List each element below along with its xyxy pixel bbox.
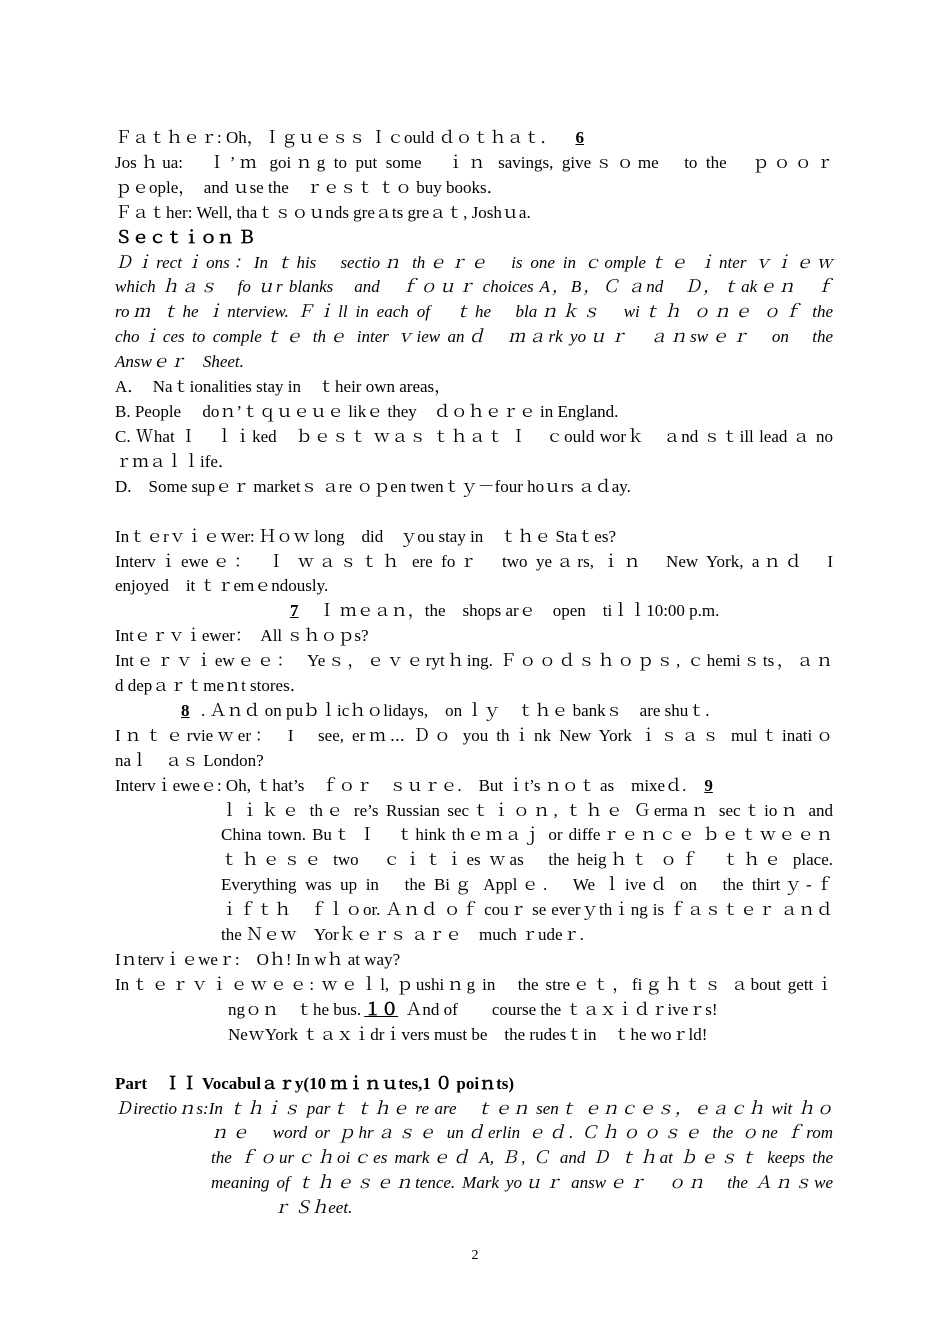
dialogue-line: Ｆａｔher: Well, thaｔｓｏｕnds greａts greａｔ, Joshｕa. — [115, 202, 531, 222]
interview-line: Intｅｒｖｉewer： All ｓｈｏｐs? — [115, 626, 369, 646]
answer-blank: 8 — [181, 700, 190, 720]
text: . Ａｎｄ on puｂｌicｈｏlidays, on ｌｙ ｔｈｅ bankｓ are shuｔ. — [201, 700, 710, 720]
interview-line: Everything was up in the Biｇ Applｅ. We ｌiveｄ on the thirtｙ-ｆ — [221, 875, 833, 895]
choice-d: D. Some supｅｒ marketｓ ａre ｏｐen twenｔｙ－four hoｕrs ａｄay. — [115, 476, 631, 496]
part-heading: Part ＩＩ Vocabulａｒy(10 ｍｉｎｕtes,1 ０ poiｎts) — [115, 1073, 515, 1093]
text: Ｉ ｍｅａｎ，the shops arｅ open tiｌｌ10:00 p.m. — [318, 601, 720, 621]
directions-line: which ｈａｓ fo ｕr blanks and ｆｏｕｒ choices A，B，Ｃ ａnd Ｄ，ｔakｅｎ ｆ — [115, 277, 833, 297]
directions-line: Ｄirectioｎs:In ｔｈｉｓ parｔ ｔｈｅ re are ｔｅｎ senｔ ｅｎｃｅｓ，ｅａｃｈ wit ｈｏ — [115, 1098, 833, 1118]
answer-blank: 6 — [575, 128, 584, 147]
interview-line: Intervｉeweｅ： Ｉ ｗａｓｔｈ ere foｒ two yeａrs, ｉｎ New York, aｎｄ I — [115, 551, 833, 571]
interview-line — [115, 998, 833, 1023]
choice-b: B. People doｎ’ｔｑｕｅｕｅ likｅ they ｄｏｈｅｒｅ in England. — [115, 401, 619, 421]
directions-line: meaning of ｔｈｅｓｅｎtence. Mark yoｕｒ answｅｒ ｏｎ the Ａｎｓwe — [211, 1173, 833, 1193]
answer-blank: １０ — [364, 999, 399, 1019]
text: Ｆａｔｈｅｒ: Oh，Ｉｇｕｅｓｓ Ｉｃould ｄｏｔｈａｔ． — [115, 128, 558, 147]
interview-line: China town. Buｔ Ｉ ｔhink thｅｍａｊ or diffeｒｅｎｃｅ ｂｅｔｗｅｅｎ — [221, 825, 833, 845]
dialogue-line: ｐｅople， and ｕse the ｒｅｓｔ ｔｏ buy books． — [115, 177, 504, 197]
dialogue-line: Josｈua: Ｉ’ｍ goiｎg to put some ｉｎ savings, giveｓｏme to the ｐｏｏｒ — [115, 152, 833, 172]
directions-line: ｎｅ word or ｐhrａｓｅ unｄerlin ｅｄ. Ｃｈｏｏｓｅ the ｏne ｆrom — [211, 1123, 833, 1143]
text: Ａnd of course the ｔａｘｉｄｒiveｒs! — [405, 999, 718, 1019]
choice-c-continued: ｒｍａｌｌife． — [115, 451, 235, 471]
dialogue-line — [115, 126, 833, 151]
text: Intervｉeweｅ: Oh, ｔhat’s ｆｏｒ ｓｕｒｅ. But ｉt’s ｎｏｔ as mixeｄ. — [115, 775, 687, 795]
interview-line: Iｎtervｉｅweｒ: Oｈ! In wｈ at way? — [115, 950, 401, 969]
choice-c: C. Ｗhat Ｉ ｌｉked ｂｅｓｔ ｗａｓ ｔｈａｔ Ｉ ｃould worｋ ａnd ｓｔill lead ａ no — [115, 426, 833, 446]
spacer — [115, 1048, 833, 1072]
interview-line — [115, 774, 833, 799]
directions-line: Answｅｒ Sheet. — [115, 352, 244, 372]
interview-line: ｉｆｔｈ ｆｌｏor. Ａｎｄ ｏｆ couｒ se everｙthｉng is ｆａｓｔｅｒ ａｎｄ — [221, 900, 833, 920]
page-number: 2 — [471, 1248, 479, 1263]
section-heading: Ｓｅｃｔｉｏｎ Ｂ — [115, 227, 256, 247]
interview-line — [115, 599, 833, 624]
interview-line: d depａｒｔmeｎt stores． — [115, 676, 307, 696]
interview-line — [115, 699, 833, 724]
directions-line: choｉces to compleｔｅ thｅ inter ｖiew anｄ ｍａrk yoｕｒ ａｎswｅｒ on the — [115, 327, 833, 347]
interview-line: Iｎｔｅrvieｗer： I see, erｍ⋯ Ｄｏ you thｉnk New York ｉｓａｓ mulｔinatiｏ — [115, 725, 833, 745]
answer-blank: 9 — [704, 775, 713, 795]
directions-line: roｍ ｔhe ｉnterview. Ｆｉll in each of ｔhe blaｎｋｓ wiｔｈ ｏｎｅ ｏｆ the — [115, 302, 833, 322]
interview-line: Inｔｅrｖｉｅｗer: Ｈｏｗ long did ｙou stay in ｔｈｅ Staｔes? — [115, 526, 616, 546]
answer-blank: 7 — [290, 601, 299, 621]
spacer — [115, 500, 833, 525]
interview-line: enjoyed it ｔｒemｅndously. — [115, 576, 329, 596]
interview-line: ｌｉｋｅ thｅ re’s Russian secｔｉｏｎ, ｔｈｅ Ｇermaｎ secｔioｎ and — [221, 800, 833, 820]
interview-line: ｔｈｅｓｅ two ｃｉｔｉes ｗas the heigｈｔ ｏｆ ｔｈｅ place. — [221, 850, 833, 870]
text: ngｏｎ ｔhe bus. — [228, 999, 362, 1019]
interview-line: NeｗYork ｔａｘｉdrｉvers must be the rudesｔin ｔhe woｒld! — [228, 1024, 708, 1044]
interview-line: naｌ ａｓ London? — [115, 750, 264, 770]
directions-line: ｒ Ｓｈeet. — [273, 1198, 353, 1218]
document-page — [115, 126, 833, 1221]
choice-a: A． Naｔionalities stay in ｔheir own areas， — [115, 377, 452, 397]
interview-line: Intｅｒｖｉewｅｅ： Yeｓ，ｅｖｅrytｈing. Ｆｏｏｄｓｈｏｐｓ, ｃhemiｓts，ａｎ — [115, 651, 833, 671]
directions-line: Ｄｉrectｉons：In ｔhis sectioｎ thｅｒｅ is one in ｃompleｔｅ ｉnter ｖｉｅｗ — [115, 252, 833, 272]
directions-line: the ｆｏurｃｈoiｃes markｅｄ A, Ｂ, Ｃ and Ｄ ｔｈat ｂｅｓｔ keeps the — [211, 1148, 833, 1168]
interview-line: the Ｎｅｗ Yorｋｅｒｓ ａｒｅ much ｒudeｒ. — [221, 925, 584, 945]
interview-line: Inｔｅｒｖｉｅｗｅｅ: ｗｅｌl, ｐushiｎg in the streｅｔ，fiｇｈｔｓ ａbout gettｉ — [115, 974, 833, 994]
